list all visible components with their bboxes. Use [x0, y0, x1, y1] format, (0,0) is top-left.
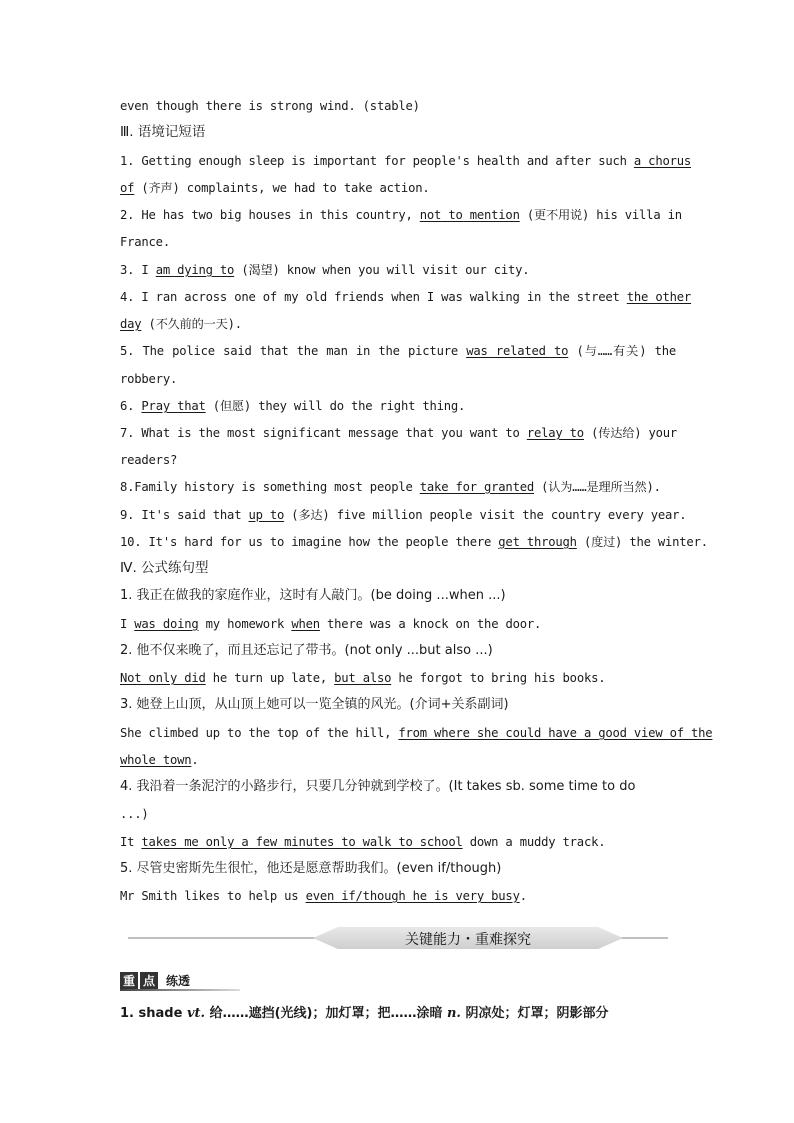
exercise-line: robbery. [120, 372, 178, 386]
question-line: 3. 她登上山顶，从山顶上她可以一览全镇的风光。(介词+关系副词) [120, 697, 509, 712]
exercise-line: 5. The police said that the man in the picture was related to (与……有关) the [120, 344, 676, 358]
answer-line: Not only did he turn up late, but also he forgot to bring his books. [120, 671, 606, 685]
tag-box: 重 [120, 972, 138, 990]
answer-line: She climbed up to the top of the hill, from where she could have a good view of the [120, 726, 713, 740]
section-banner [128, 927, 668, 949]
answer: of [120, 181, 135, 195]
exercise-line: France. [120, 235, 170, 249]
answer: Pray that [141, 399, 206, 413]
practice-tag [120, 970, 240, 990]
section-heading: Ⅲ. 语境记短语 [120, 124, 206, 140]
answer: am dying to [155, 263, 235, 277]
exercise-line: of (齐声) complaints, we had to take action. [120, 181, 430, 195]
tag-text: 练透 [166, 974, 191, 988]
text-line: even though there is strong wind. (stable) [120, 99, 420, 113]
banner-title: 关键能力・重难探究 [405, 932, 531, 948]
exercise-line: 2. He has two big houses in this country, not to mention (更不用说) his villa in [120, 208, 682, 222]
exercise-line: 7. What is the most significant message that you want to relay to (传达给) your [120, 426, 678, 440]
question-line: ...) [120, 807, 149, 821]
answer: a chorus [633, 154, 692, 168]
exercise-line: 8.Family history is something most people take for granted (认为……是理所当然). [120, 480, 661, 494]
answer: take for granted [419, 480, 534, 494]
exercise-line: day (不久前的一天). [120, 317, 242, 331]
answer-line: Mr Smith likes to help us even if/though he is very busy. [120, 889, 527, 903]
answer: relay to [526, 426, 584, 440]
answer-line: I was doing my homework when there was a knock on the door. [120, 617, 542, 631]
vocab-entry: 1. shade vt. 给……遮挡(光线)；加灯罩；把……涂暗 n. 阴凉处；灯罩；阴影部分 [120, 1006, 609, 1021]
exercise-line: 10. It's hard for us to imagine how the people there get through (度过) the winter. [120, 535, 708, 549]
tag-underline [120, 989, 240, 991]
exercise-line: 9. It's said that up to (多达) five million people visit the country every year. [120, 508, 687, 522]
answer-line: It takes me only a few minutes to walk to school down a muddy track. [120, 835, 606, 849]
answer: get through [498, 535, 577, 549]
exercise-line: 3. I am dying to (渴望) know when you will visit our city. [120, 263, 530, 277]
answer: the other [626, 290, 692, 304]
tag-box: 点 [140, 972, 158, 990]
answer-line: whole town. [120, 753, 199, 767]
answer: not to mention [419, 208, 520, 222]
question-line: 4. 我沿着一条泥泞的小路步行，只要几分钟就到学校了。(It takes sb. some time to do [120, 779, 636, 794]
question-line: 5. 尽管史密斯先生很忙，他还是愿意帮助我们。(even if/though) [120, 861, 502, 876]
answer: up to [248, 508, 285, 522]
answer: day [120, 317, 142, 331]
section-heading: Ⅳ. 公式练句型 [120, 560, 209, 576]
exercise-line: readers? [120, 453, 178, 467]
question-line: 2. 他不仅来晚了，而且还忘记了带书。(not only ...but also ...) [120, 643, 493, 658]
vocab-word: shade [138, 1006, 183, 1021]
question-line: 1. 我正在做我的家庭作业，这时有人敲门。(be doing ...when ...) [120, 588, 506, 603]
answer: was related to [466, 344, 569, 358]
exercise-line: 6. Pray that (但愿) they will do the right thing. [120, 399, 466, 413]
exercise-line: 1. Getting enough sleep is important for people's health and after such a chorus [120, 154, 692, 168]
exercise-line: 4. I ran across one of my old friends when I was walking in the street the other [120, 290, 692, 304]
